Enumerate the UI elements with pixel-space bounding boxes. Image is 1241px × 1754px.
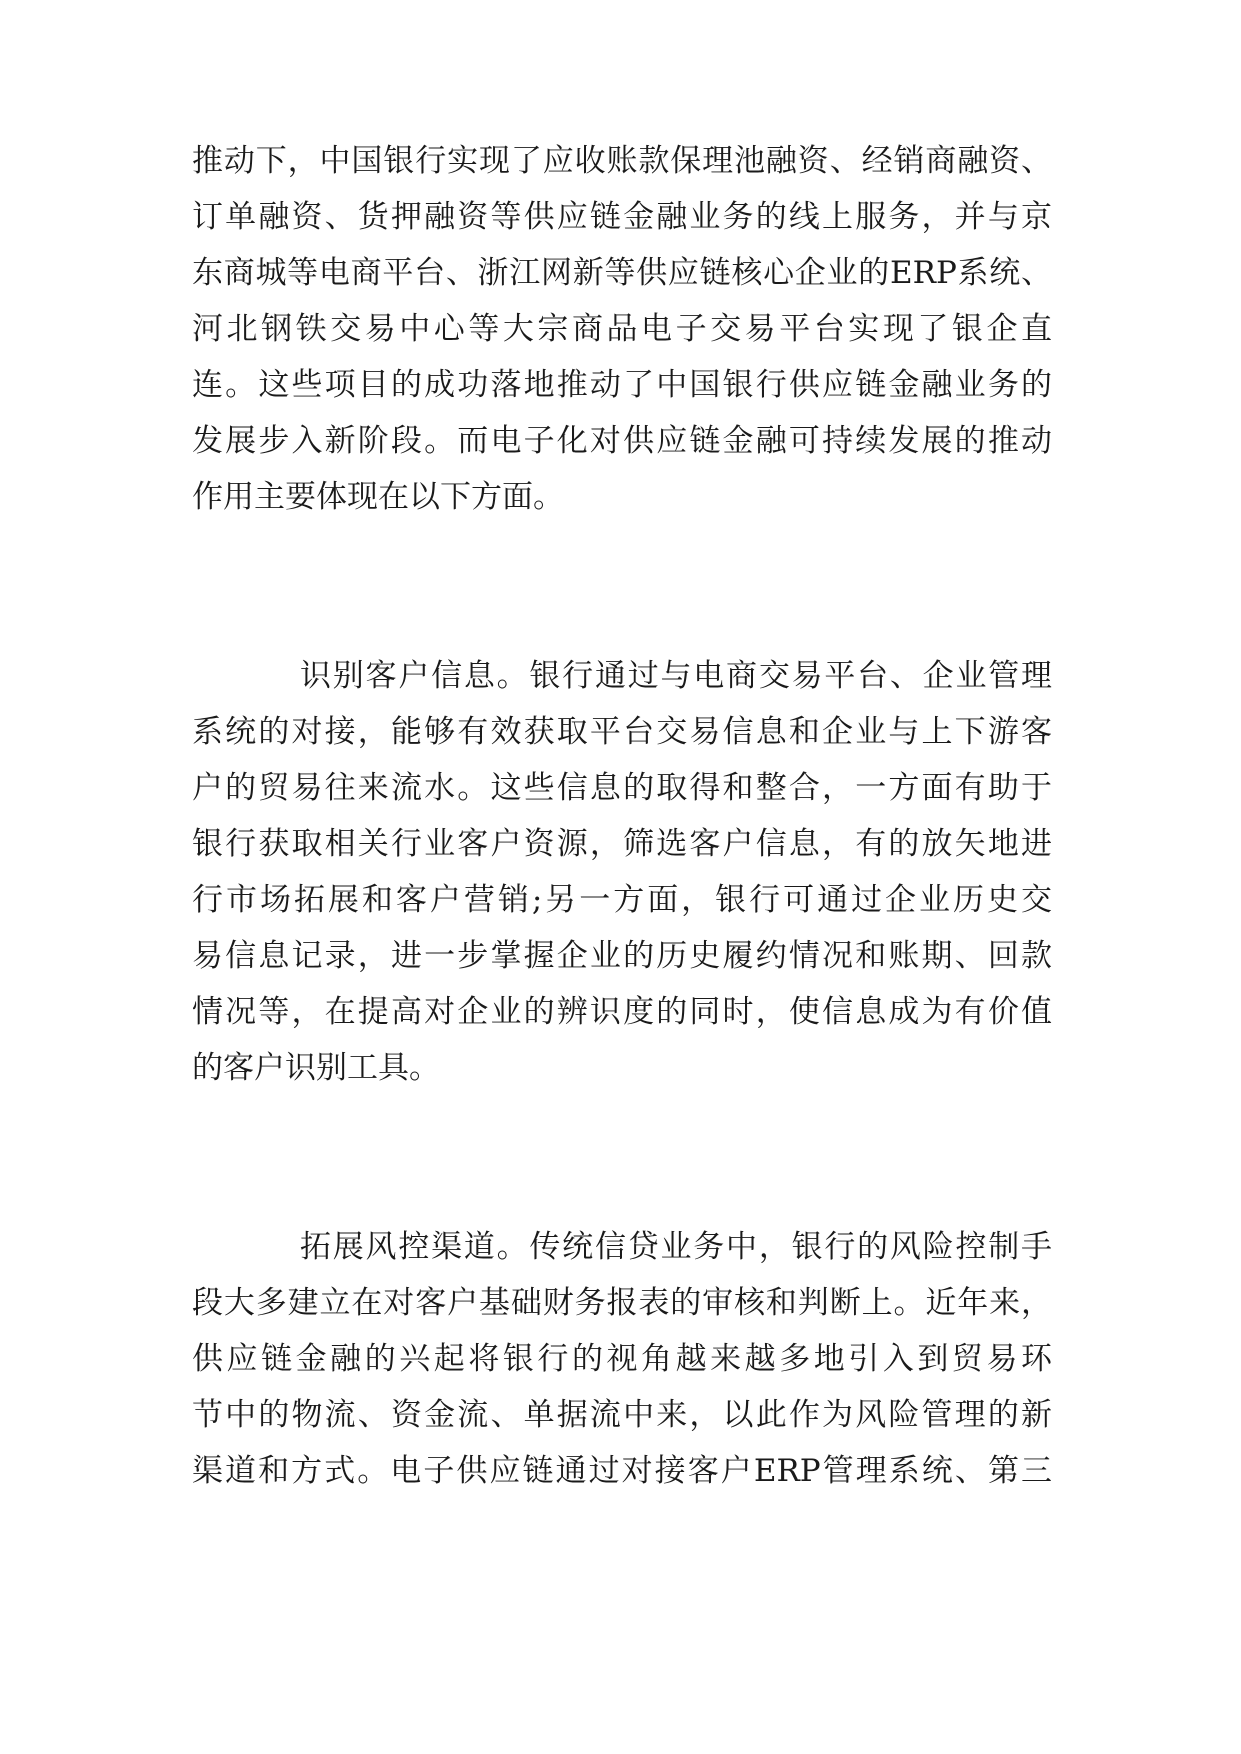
text-line: 河北钢铁交易中心等大宗商品电子交易平台实现了银企直 [192,311,1052,347]
text-line: 节中的物流、资金流、单据流中来，以此作为风险管理的新 [192,1397,1052,1433]
text-line: 订单融资、货押融资等供应链金融业务的线上服务，并与京 [192,199,1052,235]
text-line: 供应链金融的兴起将银行的视角越来越多地引入到贸易环 [192,1341,1052,1377]
text-line: 发展步入新阶段。而电子化对供应链金融可持续发展的推动 [192,423,1052,459]
text-line: 户的贸易往来流水。这些信息的取得和整合，一方面有助于 [192,770,1052,806]
text-line: 拓展风控渠道。传统信贷业务中，银行的风险控制手 [300,1229,1052,1265]
text-line: 推动下，中国银行实现了应收账款保理池融资、经销商融资、 [192,143,1052,179]
text-line: 作用主要体现在以下方面。 [192,479,564,515]
text-line: 的客户识别工具。 [192,1050,440,1086]
text-line: 识别客户信息。银行通过与电商交易平台、企业管理 [300,658,1052,694]
text-line: 情况等，在提高对企业的辨识度的同时，使信息成为有价值 [192,994,1052,1030]
text-line: 系统的对接，能够有效获取平台交易信息和企业与上下游客 [192,714,1052,750]
text-line: 行市场拓展和客户营销;另一方面，银行可通过企业历史交 [192,882,1052,918]
text-line: 东商城等电商平台、浙江网新等供应链核心企业的ERP系统、 [192,255,1052,291]
text-line: 渠道和方式。电子供应链通过对接客户ERP管理系统、第三 [192,1453,1052,1489]
text-line: 段大多建立在对客户基础财务报表的审核和判断上。近年来， [192,1285,1052,1321]
text-line: 连。这些项目的成功落地推动了中国银行供应链金融业务的 [192,367,1052,403]
text-line: 银行获取相关行业客户资源，筛选客户信息，有的放矢地进 [192,826,1052,862]
text-line: 易信息记录，进一步掌握企业的历史履约情况和账期、回款 [192,938,1052,974]
